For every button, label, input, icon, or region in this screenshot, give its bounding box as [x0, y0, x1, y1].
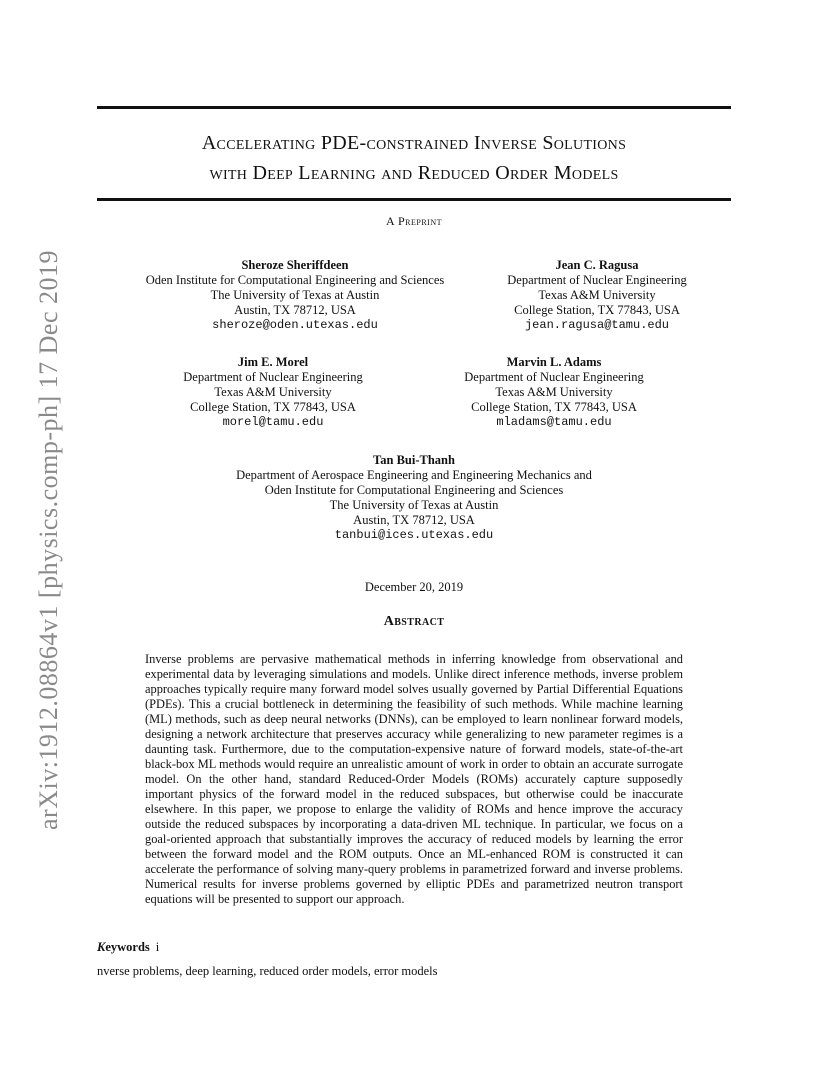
title-line-2: with Deep Learning and Reduced Order Models: [209, 162, 619, 184]
author-block: [170, 355, 376, 430]
author-affiliation-line: Department of Nuclear Engineering: [183, 370, 363, 384]
author-affiliation-line: Austin, TX 78712, USA: [234, 303, 356, 317]
author-block: [497, 258, 697, 333]
author-email[interactable]: morel@tamu.edu: [222, 415, 324, 429]
author-email[interactable]: sheroze@oden.utexas.edu: [212, 318, 378, 332]
author-affiliation-line: Department of Nuclear Engineering: [464, 370, 644, 384]
author-affiliation-line: The University of Texas at Austin: [329, 498, 499, 512]
author-email[interactable]: mladams@tamu.edu: [496, 415, 612, 429]
author-affiliation-line: College Station, TX 77843, USA: [190, 400, 356, 414]
keywords-label-initial: K: [97, 940, 106, 954]
author-affiliation-line: Texas A&M University: [538, 288, 656, 302]
author-affiliation-line: Department of Aerospace Engineering and Engineering Mechanics and: [236, 468, 592, 482]
author-affiliation-line: Oden Institute for Computational Engineering and Sciences: [264, 483, 564, 497]
author-name: Sheroze Sheriffdeen: [241, 258, 349, 272]
title-line-1: Accelerating PDE-constrained Inverse Solutions: [201, 132, 627, 154]
author-name: Jim E. Morel: [237, 355, 309, 369]
author-name: Jean C. Ragusa: [555, 258, 639, 272]
author-name: Marvin L. Adams: [506, 355, 602, 369]
author-affiliation-line: Oden Institute for Computational Engineering and Sciences: [145, 273, 445, 287]
author-block: [453, 355, 655, 430]
author-email[interactable]: jean.ragusa@tamu.edu: [524, 318, 670, 332]
author-block: [135, 258, 455, 333]
publication-date: December 20, 2019: [364, 580, 464, 594]
abstract-body: Inverse problems are pervasive mathematical methods in inferring knowledge from observational and experimental data by leveraging simulations and models. Unlike direct inference methods, inverse problem approaches typically require many forward model solves usually governed by Partial Differential Equations (PDEs). This a crucial bottleneck in determining the feasibility of such methods. While machine learning (ML) methods, such as deep neural networks (DNNs), can be employed to learn nonlinear forward models, designing a network architecture that preserves accuracy while generalizing to new parameter regimes is a daunting task. Furthermore, due to the computation-expensive nature of forward models, state-of-the-art black-box ML methods would require an unrealistic amount of work in order to obtain an accurate surrogate model. On the other hand, standard Reduced-Order Models (ROMs) accurately capture supposedly important physics of the forward model in the reduced subspaces, but otherwise could be inaccurate elsewhere. In this paper, we propose to enlarge the validity of ROMs and hence improve the accuracy outside the reduced subspaces by incorporating a data-driven ML technique. In particular, we focus on a goal-oriented approach that substantially improves the accuracy of reduced models by learning the error between the forward model and the ROM outputs. Once an ML-enhanced ROM is constructed it can accelerate the performance of solving many-query problems in parametrized forward and inverse problems. Numerical results for inverse problems governed by elliptic PDEs and parametrized neutron transport equations will be presented to support our approach.: [145, 652, 683, 906]
author-email[interactable]: tanbui@ices.utexas.edu: [334, 528, 494, 542]
title-bottom-rule: [97, 198, 731, 201]
keywords-label-rest: eywords: [105, 940, 150, 954]
paper-title: [97, 128, 731, 188]
author-affiliation-line: Department of Nuclear Engineering: [507, 273, 687, 287]
author-affiliation-line: College Station, TX 77843, USA: [471, 400, 637, 414]
author-affiliation-line: Texas A&M University: [214, 385, 332, 399]
keywords-label: [97, 940, 159, 955]
author-affiliation-line: College Station, TX 77843, USA: [514, 303, 680, 317]
keywords-list: nverse problems, deep learning, reduced order models, error models: [97, 964, 438, 978]
author-affiliation-line: Austin, TX 78712, USA: [353, 513, 475, 527]
arxiv-sidebar-id: arXiv:1912.08864v1 [physics.comp-ph] 17 Dec 2019: [34, 249, 63, 830]
abstract-heading: Abstract: [383, 614, 445, 629]
preprint-label: A Preprint: [385, 214, 442, 228]
author-affiliation-line: The University of Texas at Austin: [210, 288, 380, 302]
author-block: [214, 453, 614, 543]
keywords-label-trail: i: [155, 940, 160, 954]
title-top-rule: [97, 106, 731, 109]
author-name: Tan Bui-Thanh: [373, 453, 455, 467]
author-affiliation-line: Texas A&M University: [495, 385, 613, 399]
